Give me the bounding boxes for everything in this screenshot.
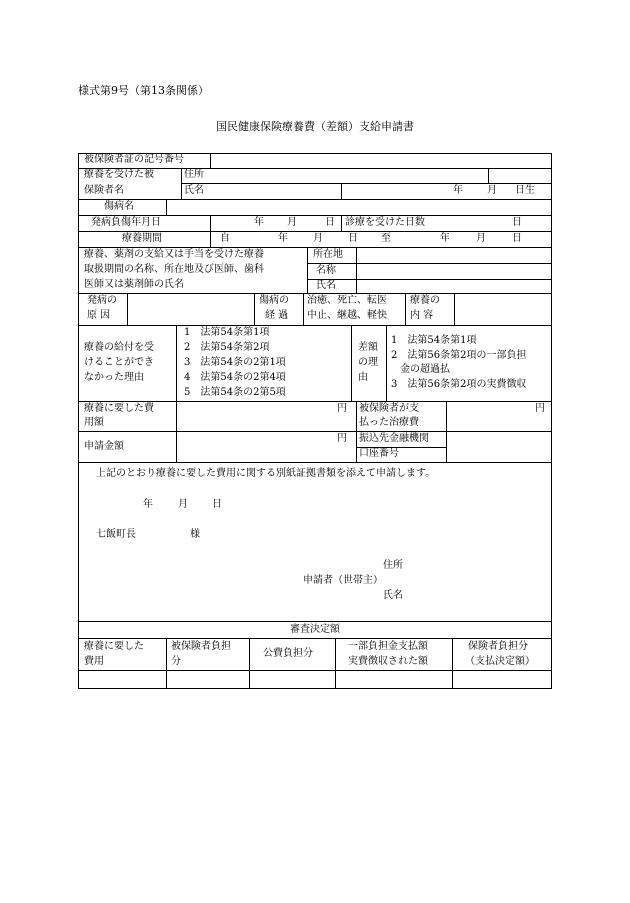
rule <box>307 247 308 293</box>
rule <box>166 199 167 215</box>
reason-item-5: 5 法第54条の2第5項 <box>184 387 286 398</box>
patient-name-label: 氏名 <box>184 185 204 196</box>
rule <box>356 401 357 462</box>
period-to-month: 月 <box>476 233 486 244</box>
apply-year-label: 年 <box>143 499 153 510</box>
reason-item-2: 2 法第54条第2項 <box>184 342 270 353</box>
birth-year-label: 年 <box>453 185 463 196</box>
rule <box>307 263 552 264</box>
review-header-insurer-line2: （支払決定額） <box>465 656 535 667</box>
insured-card-label: 被保険者証の記号番号 <box>84 154 184 165</box>
doctor-name-label: 氏名 <box>316 280 336 291</box>
rule <box>488 168 489 183</box>
review-header-cost-line2: 費用 <box>84 656 104 667</box>
review-header-copay-line1: 一部負担金支払額 <box>348 641 428 652</box>
cost-label-line1: 療養に要した費 <box>84 403 154 414</box>
rule <box>303 293 304 325</box>
rule <box>341 215 342 231</box>
addressee: 七飯町長 <box>96 529 136 540</box>
rule <box>176 325 177 462</box>
account-label: 口座番号 <box>359 448 399 459</box>
rule <box>78 638 552 639</box>
rule <box>405 293 406 325</box>
review-title: 審査決定額 <box>290 624 340 635</box>
patient-address-label: 住所 <box>184 169 204 180</box>
diff-reason-label-line1: 差額 <box>358 342 378 353</box>
rule <box>78 670 552 671</box>
period-to-year: 年 <box>440 233 450 244</box>
rule <box>210 215 211 247</box>
cost-label-line2: 用額 <box>84 417 104 428</box>
review-header-insured-line2: 分 <box>171 656 181 667</box>
rule <box>210 153 211 168</box>
form-title: 国民健康保険療養費（差額）支給申請書 <box>216 120 414 133</box>
claim-label: 申請金額 <box>84 441 124 452</box>
rule <box>78 431 552 432</box>
rule <box>454 293 455 325</box>
period-to-day: 日 <box>512 233 522 244</box>
review-header-insurer-line1: 保険者負担分 <box>468 641 528 652</box>
reason-item-3: 3 法第54条の2第1項 <box>184 357 286 368</box>
paid-label-line1: 被保険者が支 <box>359 403 419 414</box>
facility-name-label: 名称 <box>316 265 336 276</box>
rule <box>78 325 552 326</box>
birth-day-label: 日生 <box>515 185 535 196</box>
onset-month-label: 月 <box>287 217 297 228</box>
course-label-line2: 経 過 <box>265 310 289 321</box>
rule <box>386 325 387 401</box>
rule <box>78 462 552 463</box>
period-from-label: 自 <box>220 233 230 244</box>
applicant-address-label: 住所 <box>383 560 403 571</box>
paid-label-line2: 払った治療費 <box>359 417 419 428</box>
diff-reason-item-3: 3 法第56条第2項の実費徴収 <box>391 379 527 390</box>
apply-month-label: 月 <box>178 499 188 510</box>
diff-reason-item-2: 2 法第56条第2項の一部負担 <box>391 350 527 361</box>
rule <box>351 325 352 401</box>
reason-item-4: 4 法第54条の2第4項 <box>184 372 286 383</box>
onset-day-label: 日 <box>325 217 335 228</box>
rule <box>307 279 552 280</box>
rule <box>249 638 250 689</box>
provider-label-line3: 医師又は薬剤師の氏名 <box>84 279 184 290</box>
reason-label-line2: けることができ <box>84 357 154 368</box>
insured-card-field[interactable] <box>212 153 550 167</box>
treatment-content-line1: 療養の <box>410 295 440 306</box>
review-header-cost-line1: 療養に要した <box>84 641 144 652</box>
patient-label-line1: 療養を受けた被 <box>84 169 154 180</box>
addressee-honorific: 様 <box>190 529 200 540</box>
claim-yen: 円 <box>337 433 347 444</box>
outcome-line1: 治癒、死亡、転医 <box>307 295 387 306</box>
review-header-copay-line2: 実費徴収された額 <box>348 656 428 667</box>
onset-label: 発病負傷年月日 <box>91 217 161 228</box>
provider-label-line1: 療養、薬剤の支給又は手当を受けた療養 <box>84 249 264 260</box>
reason-label-line3: なかった理由 <box>84 372 144 383</box>
rule <box>78 621 552 622</box>
rule <box>356 247 357 293</box>
cost-yen: 円 <box>337 403 347 414</box>
period-to-label: 至 <box>381 233 391 244</box>
injury-name-label: 傷病名 <box>104 201 134 212</box>
period-from-day: 日 <box>348 233 358 244</box>
bank-label: 振込先金融機関 <box>359 433 429 444</box>
reason-label-line1: 療養の給付を受 <box>84 342 154 353</box>
period-from-year: 年 <box>278 233 288 244</box>
rule <box>166 638 167 689</box>
period-from-month: 月 <box>313 233 323 244</box>
applicant-name-label: 氏名 <box>383 590 403 601</box>
paid-yen: 円 <box>535 403 545 414</box>
location-label: 所在地 <box>313 249 343 260</box>
reason-item-1: 1 法第54条第1項 <box>184 327 270 338</box>
patient-label-line2: 保険者名 <box>84 185 124 196</box>
form-number: 様式第9号（第13条関係） <box>78 84 209 97</box>
diff-reason-item-1: 1 法第54条第1項 <box>391 335 477 346</box>
provider-label-line2: 取扱期間の名称、所在地及び医師、歯科 <box>84 264 264 275</box>
rule <box>254 293 255 325</box>
birth-month-label: 月 <box>487 185 497 196</box>
cause-label-line2: 原 因 <box>87 310 111 321</box>
course-label-line1: 傷病の <box>259 295 289 306</box>
onset-year-label: 年 <box>254 217 264 228</box>
declaration-text: 上記のとおり療養に要した費用に関する別紙証拠書類を添えて申請します。 <box>96 468 436 479</box>
treatment-content-line2: 内 容 <box>410 310 434 321</box>
rule <box>446 401 447 462</box>
diff-reason-label-line2: の理 <box>358 357 378 368</box>
days-unit: 日 <box>512 217 522 228</box>
review-header-public: 公費負担分 <box>263 648 313 659</box>
review-header-insured-line1: 被保険者負担 <box>171 641 231 652</box>
apply-day-label: 日 <box>212 499 222 510</box>
diff-reason-label-line3: 由 <box>358 372 368 383</box>
days-label: 診療を受けた日数 <box>345 217 425 228</box>
diff-reason-item-2-cont: 金の超過払 <box>400 364 450 375</box>
applicant-label: 申請者（世帯主） <box>303 575 383 586</box>
outcome-line2: 中止、継越、軽快 <box>307 310 387 321</box>
rule <box>335 638 336 689</box>
cause-label-line1: 発病の <box>87 295 117 306</box>
rule <box>127 293 128 325</box>
rule <box>341 183 342 199</box>
rule <box>78 199 552 200</box>
rule <box>452 638 453 689</box>
rule <box>181 168 182 199</box>
period-label: 療養期間 <box>122 233 162 244</box>
